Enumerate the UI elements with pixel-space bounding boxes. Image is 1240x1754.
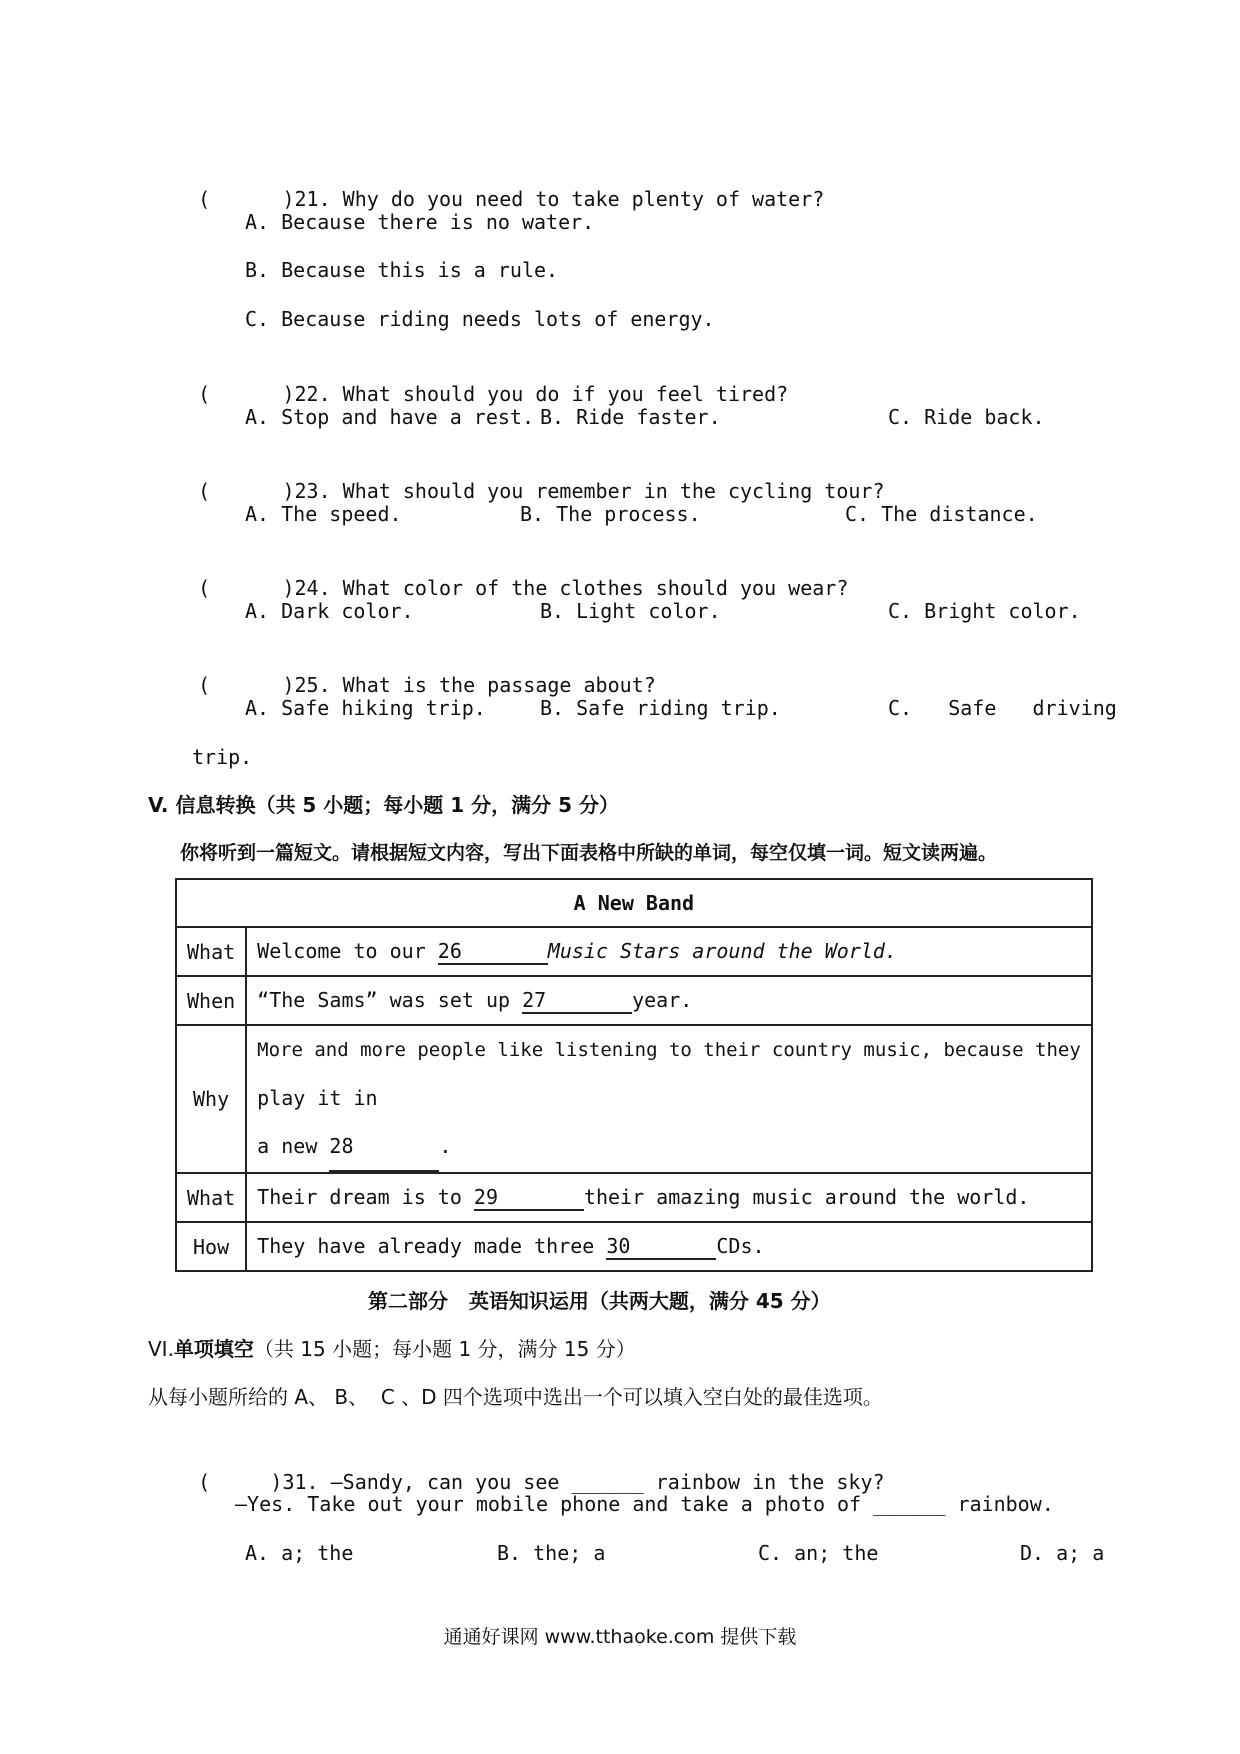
blank-number: 28 [329, 1134, 354, 1158]
row-content [246, 976, 1092, 1025]
section-title: 单项填空 [173, 1337, 254, 1361]
blank-number: 27 [522, 987, 547, 1012]
question-stem: 22. What should you do if you feel tired? [294, 382, 789, 406]
blank-29[interactable] [474, 1185, 584, 1211]
blank-28[interactable] [329, 1122, 439, 1172]
question-stem: 21. Why do you need to take plenty of water? [294, 187, 825, 211]
blank-number: 30 [606, 1233, 631, 1258]
row-text-line: More and more people like listening to their country music, because they [257, 1039, 1081, 1061]
row-label: Why [176, 1025, 246, 1173]
option-21-b: B. Because this is a rule. [245, 258, 559, 282]
answer-paren: ( ) [198, 576, 295, 600]
option-31-b: B. the; a [497, 1541, 606, 1565]
row-text: They have already made three [257, 1233, 607, 1258]
option-25-c: C. Safe driving [888, 696, 1117, 720]
row-text: “The Sams” was set up [257, 987, 523, 1012]
option-21-c: C. Because riding needs lots of energy. [245, 307, 715, 331]
answer-paren: ( ) [198, 1470, 283, 1494]
question-stem: 23. What should you remember in the cycling tour? [294, 479, 885, 503]
blank-27[interactable] [522, 988, 632, 1014]
blank-30[interactable] [606, 1234, 716, 1260]
option-25-b: B. Safe riding trip. [540, 696, 781, 720]
option-25-c-continuation: trip. [192, 745, 253, 769]
question-31-reply: —Yes. Take out your mobile phone and take a photo of ______ rainbow. [235, 1492, 1054, 1516]
option-23-b: B. The process. [520, 502, 701, 526]
blank-26[interactable] [438, 939, 548, 965]
row-content [246, 1222, 1092, 1271]
option-31-d: D. a; a [1020, 1541, 1105, 1565]
option-24-a: A. Dark color. [245, 599, 414, 623]
row-text: their amazing music around the world. [583, 1184, 1030, 1209]
row-text: Welcome to our [257, 938, 438, 963]
table-row [176, 1222, 1092, 1271]
option-22-c: C. Ride back. [888, 405, 1045, 429]
table-row [176, 927, 1092, 976]
section-6-heading [148, 1336, 636, 1362]
blank-number: 29 [473, 1184, 499, 1209]
row-text-line [257, 1122, 1081, 1172]
option-31-c: C. an; the [758, 1541, 879, 1565]
option-23-c: C. The distance. [845, 502, 1038, 526]
table-row [176, 1173, 1092, 1222]
blank-number: 26 [437, 938, 462, 963]
option-21-a: A. Because there is no water. [245, 210, 595, 234]
option-25-a: A. Safe hiking trip. [245, 696, 486, 720]
table-title: A New Band [176, 879, 1092, 927]
answer-paren: ( ) [198, 187, 295, 211]
answer-paren: ( ) [198, 479, 295, 503]
section-6-instruction: 从每小题所给的 A、 B、 C 、D 四个选项中选出一个可以填入空白处的最佳选项。 [148, 1385, 883, 1409]
row-label: What [176, 927, 246, 976]
question-stem: 25. What is the passage about? [294, 673, 656, 697]
question-stem: 24. What color of the clothes should you wear? [294, 576, 849, 600]
option-23-a: A. The speed. [245, 502, 402, 526]
answer-paren: ( ) [198, 382, 295, 406]
page-footer: 通通好课网 www.tthaoke.com 提供下载 [443, 1626, 797, 1648]
row-text: . [439, 1134, 452, 1158]
option-22-a: A. Stop and have a rest. [245, 405, 534, 429]
row-label: What [176, 1173, 246, 1222]
section-5-instruction: 你将听到一篇短文。请根据短文内容，写出下面表格中所缺的单词，每空仅填一词。短文读两遍。 [180, 842, 998, 864]
row-label: When [176, 976, 246, 1025]
part-2-heading: 第二部分 英语知识运用（共两大题，满分 45 分） [368, 1289, 831, 1313]
table-row [176, 976, 1092, 1025]
option-24-c: C. Bright color. [888, 599, 1081, 623]
row-content [246, 1025, 1092, 1173]
table-row [176, 1025, 1092, 1173]
section-scoring: （共 15 小题；每小题 1 分，满分 15 分） [253, 1337, 636, 1361]
row-text-italic: Music Stars around the World. [547, 938, 897, 963]
row-text: CDs. [716, 1233, 765, 1258]
row-label: How [176, 1222, 246, 1271]
info-table [175, 878, 1093, 1272]
row-content [246, 1173, 1092, 1222]
question-stem: 31. —Sandy, can you see ______ rainbow in the sky? [282, 1470, 885, 1494]
option-31-a: A. a; the [245, 1541, 354, 1565]
row-text: a new [257, 1134, 330, 1158]
row-text-line: play it in [257, 1086, 378, 1110]
row-text: year. [632, 987, 693, 1012]
answer-paren: ( ) [198, 673, 295, 697]
row-text: Their dream is to [257, 1184, 474, 1209]
row-content [246, 927, 1092, 976]
option-24-b: B. Light color. [540, 599, 721, 623]
section-5-heading: V. 信息转换（共 5 小题；每小题 1 分，满分 5 分） [148, 793, 619, 817]
option-22-b: B. Ride faster. [540, 405, 721, 429]
section-number: VI. [148, 1337, 174, 1361]
